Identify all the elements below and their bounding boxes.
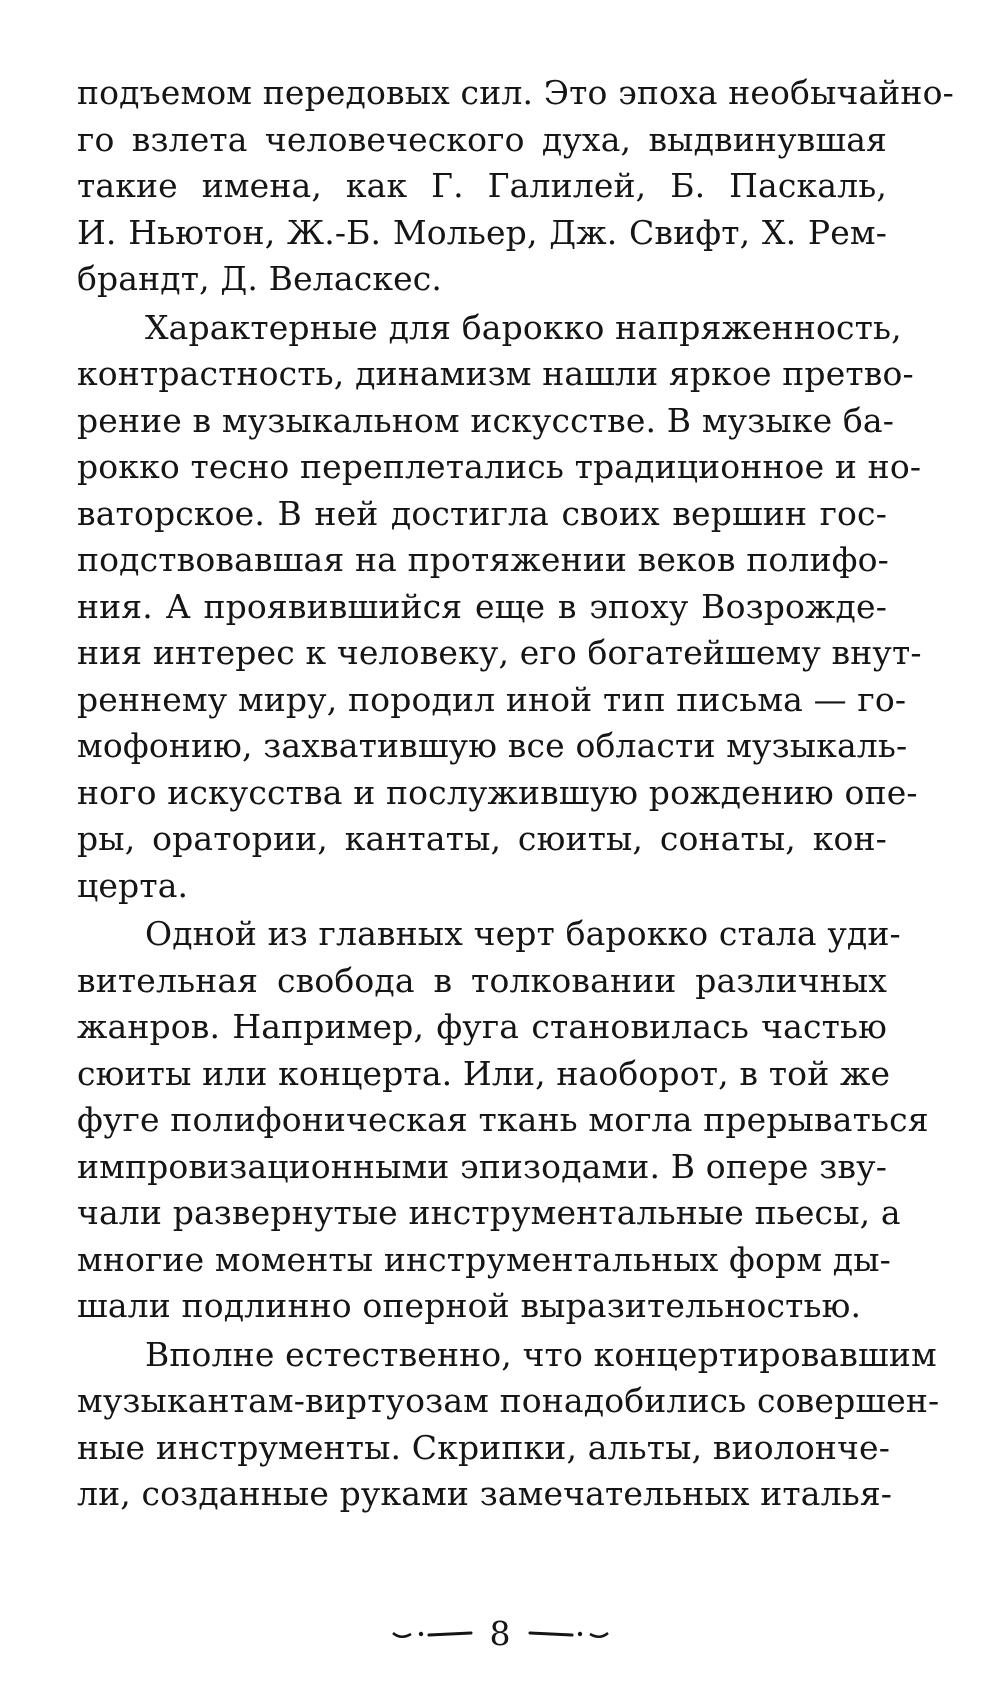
text-line: фуге полифоническая ткань могла прерываться bbox=[77, 1100, 929, 1139]
text-line: ли, созданные руками замечательных италья- bbox=[77, 1474, 893, 1513]
text-line: жанров. Например, фуга становилась частью bbox=[77, 1007, 887, 1046]
text-line: чали развернутые инструментальные пьесы, а bbox=[77, 1193, 901, 1232]
text-line: Вполне естественно, что концертировавшим bbox=[145, 1334, 937, 1374]
text-line: реннему миру, породил иной тип письма — го- bbox=[77, 679, 907, 719]
text-line: ные инструменты. Скрипки, альты, виолонче- bbox=[77, 1427, 890, 1467]
right-ornament-icon bbox=[525, 1624, 610, 1644]
text-line: музыкантам-виртуозам понадобились совершен- bbox=[77, 1381, 940, 1420]
page-footer bbox=[0, 1609, 1000, 1659]
text-line: вительная свобода в толковании различных bbox=[77, 960, 887, 1000]
text-line: подъемом передовых сил. Это эпоха необычайно- bbox=[77, 73, 954, 112]
paragraph bbox=[77, 1332, 940, 1518]
text-line: рокко тесно переплетались традиционное и но- bbox=[77, 447, 922, 486]
text-line: брандт, Д. Веласкес. bbox=[77, 259, 443, 298]
paragraph bbox=[77, 305, 922, 910]
text-line: шали подлинно оперной выразительностью. bbox=[77, 1286, 862, 1325]
text-line: мофонию, захватившую все области музыкаль- bbox=[77, 726, 908, 765]
page-number: 8 bbox=[489, 1614, 511, 1653]
text-line: Характерные для барокко напряженность, bbox=[145, 307, 902, 347]
text-line: рение в музыкальном искусстве. В музыке ба- bbox=[77, 400, 895, 440]
text-line: ния. А проявившийся еще в эпоху Возрожде- bbox=[77, 586, 887, 626]
text-line: подствовавшая на протяжении веков полифо- bbox=[77, 540, 889, 579]
text-line: церта. bbox=[77, 865, 189, 905]
text-line: ния интерес к человеку, его богатейшему внут- bbox=[77, 633, 922, 672]
text-line: сюиты или концерта. Или, наоборот, в той же bbox=[77, 1053, 891, 1093]
body-text bbox=[77, 70, 954, 1518]
text-line: такие имена, как Г. Галилей, Б. Паскаль, bbox=[77, 166, 887, 205]
text-line: ры, оратории, кантаты, сюиты, сонаты, кон- bbox=[77, 819, 887, 858]
text-line: го взлета человеческого духа, выдвинувшая bbox=[77, 119, 887, 159]
text-line: импровизационными эпизодами. В опере зву- bbox=[77, 1146, 887, 1186]
text-line: ваторское. В ней достигла своих вершин гос- bbox=[77, 493, 887, 533]
text-line: многие моменты инструментальных форм ды- bbox=[77, 1239, 891, 1279]
text-line: Одной из главных черт барокко стала уди- bbox=[145, 914, 901, 953]
text-line: контрастность, динамизм нашли яркое претво- bbox=[77, 354, 914, 393]
paragraph bbox=[77, 70, 954, 303]
text-line: И. Ньютон, Ж.-Б. Мольер, Дж. Свифт, Х. Рем- bbox=[77, 212, 887, 252]
paragraph bbox=[77, 911, 929, 1330]
left-ornament-icon bbox=[391, 1624, 476, 1644]
text-line: ного искусства и послужившую рождению опе- bbox=[77, 772, 918, 812]
